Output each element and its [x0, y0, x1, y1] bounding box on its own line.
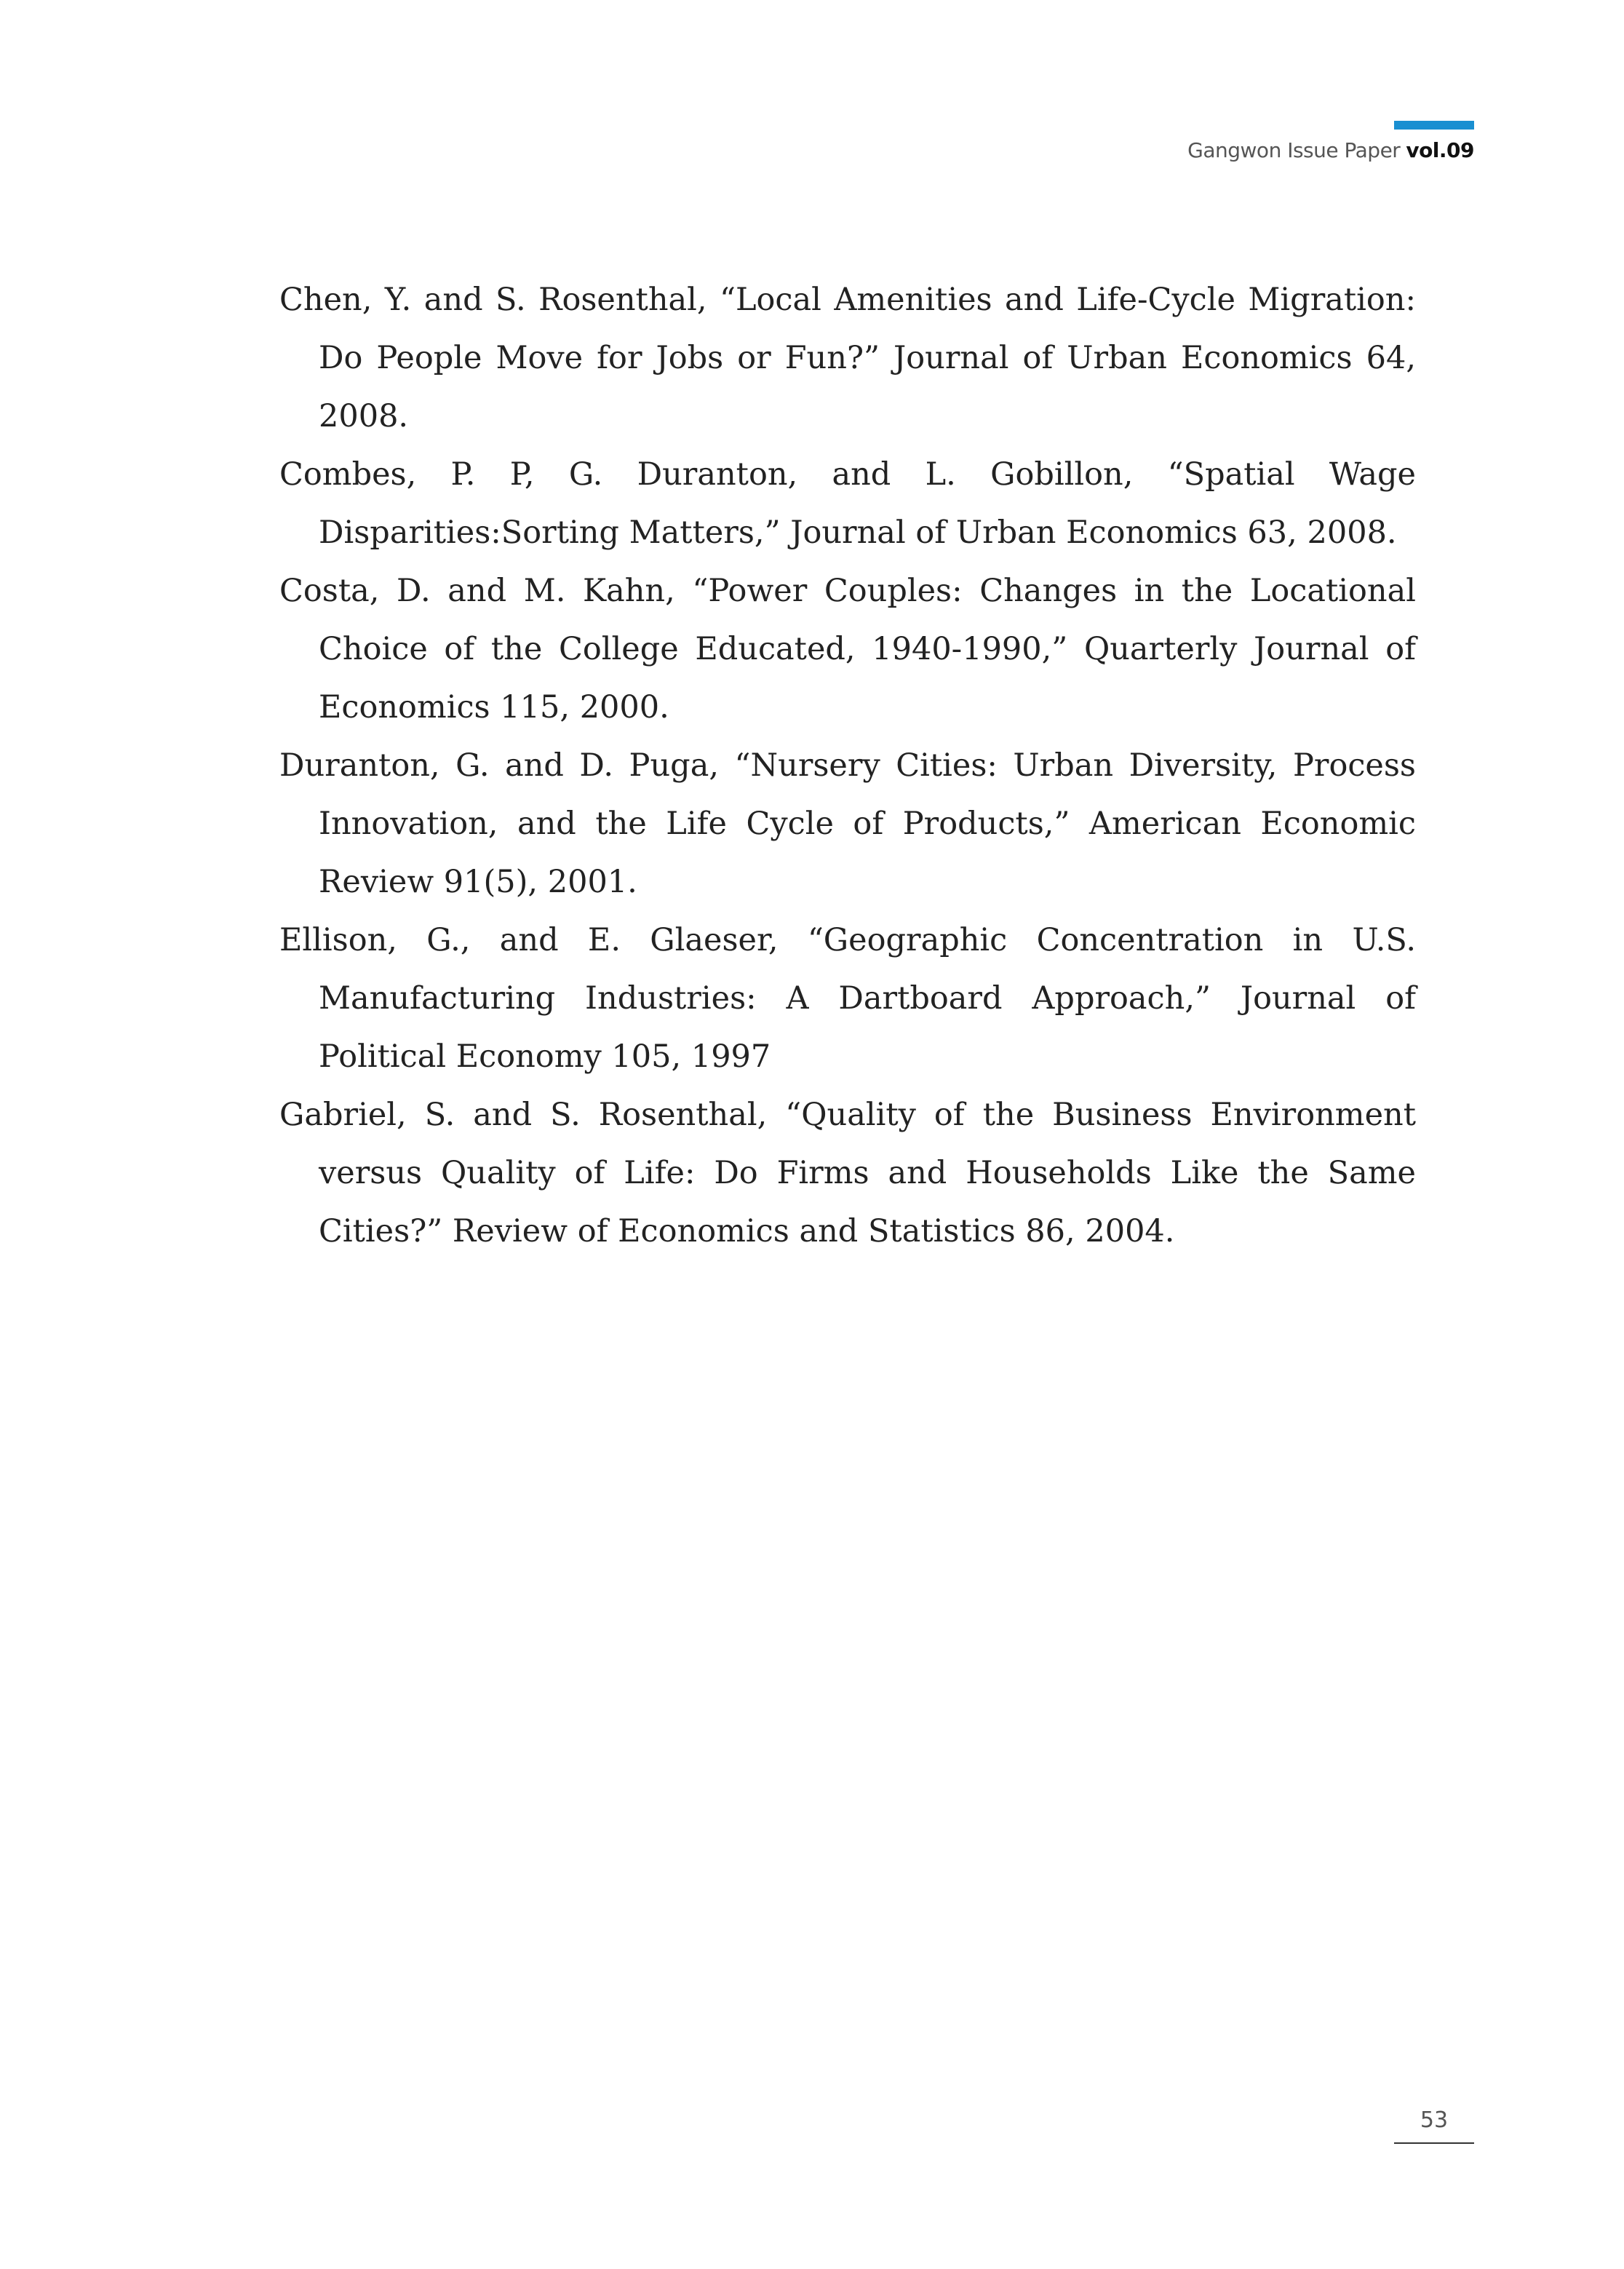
reference-entry: Costa, D. and M. Kahn, “Power Couples: Changes in the Locational Choice of the College Educated, 1940-1990,” Quarterly Journal of Economics 115, 2000.: [279, 573, 1416, 726]
reference-entry: Duranton, G. and D. Puga, “Nursery Cities: Urban Diversity, Process Innovation, and the Life Cycle of Products,” American Economic Review 91(5), 2001.: [279, 747, 1416, 900]
header-accent-bar: [1394, 121, 1474, 130]
reference-entry: Combes, P. P, G. Duranton, and L. Gobillon, “Spatial Wage Disparities:Sorting Matters,” Journal of Urban Economics 63, 2008.: [279, 456, 1416, 551]
running-header: [1187, 138, 1474, 162]
volume-label: vol.09: [1406, 138, 1474, 162]
reference-entry: Ellison, G., and E. Glaeser, “Geographic Concentration in U.S. Manufacturing Industries: A Dartboard Approach,” Journal of Political Economy 105, 1997: [279, 922, 1416, 1075]
page-number-rule: [1394, 2142, 1474, 2144]
page-number: 53: [1420, 2107, 1449, 2133]
reference-list: [279, 271, 1416, 1260]
series-title: Gangwon Issue Paper: [1187, 138, 1401, 162]
reference-entry: Chen, Y. and S. Rosenthal, “Local Amenities and Life-Cycle Migration: Do People Move for Jobs or Fun?” Journal of Urban Economics 64, 2008.: [279, 282, 1416, 434]
reference-entry: Gabriel, S. and S. Rosenthal, “Quality of the Business Environment versus Quality of Life: Do Firms and Households Like the Same Cities?” Review of Economics and Statistics 86, 2004.: [279, 1097, 1416, 1249]
